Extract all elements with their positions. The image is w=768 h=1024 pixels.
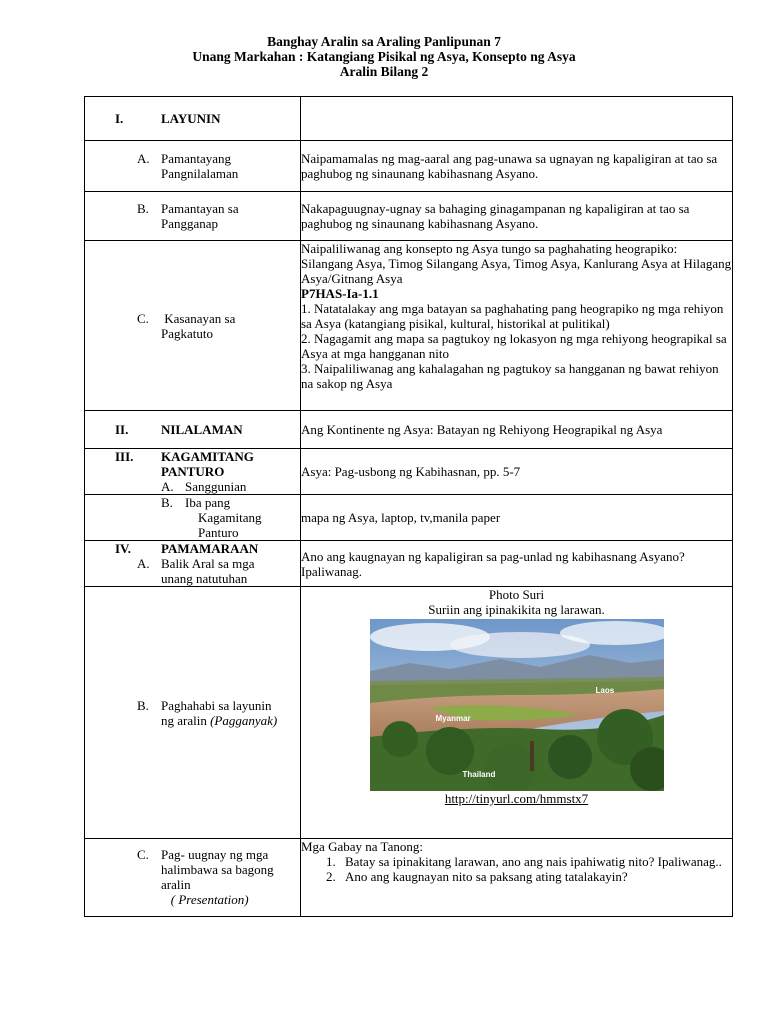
row-kagamitang-panturo — [85, 449, 733, 495]
row-label-emphasis: ( Presentation) — [170, 892, 249, 907]
header-quarter: Unang Markahan : Katangiang Pisikal ng Asya, Konsepto ng Asya — [192, 49, 576, 64]
row-content: Nakapaguugnay-ugnay sa bahaging ginagampanan ng kapaligiran at tao sa paghubog ng sinaunang kabihasnang Asyano. — [301, 192, 733, 241]
row-content: Asya: Pag-usbong ng Kabihasnan, pp. 5-7 — [301, 449, 733, 495]
row-pamamaraan — [85, 541, 733, 587]
section-numeral: IV. — [115, 541, 132, 556]
row-label: unang natutuhan — [161, 571, 248, 586]
header-lesson-number: Aralin Bilang 2 — [339, 64, 429, 79]
item-letter: B. — [137, 697, 149, 713]
guide-title: Mga Gabay na Tanong: — [301, 839, 423, 854]
section-numeral: III. — [115, 449, 134, 464]
row-label: Pangnilalaman — [161, 166, 239, 181]
row-label: Sanggunian — [185, 479, 247, 494]
row-label: Paghahabi sa layunin — [161, 697, 272, 713]
row-pag-uugnay — [85, 839, 733, 917]
competency-code: P7HAS-Ia-1.1 — [301, 286, 379, 301]
photo-label-myanmar: Myanmar — [435, 714, 471, 723]
row-content: mapa ng Asya, laptop, tv,manila paper — [301, 495, 733, 541]
photo-label-laos: Laos — [595, 686, 615, 695]
photo-title: Photo Suri — [488, 587, 545, 602]
row-label: Panturo — [198, 525, 239, 540]
competency-item: 3. Naipaliliwanag ang kahalagahan ng pagtukoy sa hangganan ng bawat rehiyon na sakop ng Asya — [301, 361, 719, 391]
row-kasanayan-sa-pagkatuto — [85, 241, 733, 411]
document-header — [0, 34, 768, 79]
guide-question: 1. Batay sa ipinakitang larawan, ano ang nais ipahiwatig nito? Ipaliwanag.. — [339, 854, 732, 869]
item-letter: B. — [137, 201, 149, 216]
row-label: aralin — [161, 877, 191, 892]
row-label: ng aralin — [161, 712, 207, 728]
row-pamantayang-pangnilalaman — [85, 141, 733, 192]
row-label: Kasanayan sa — [164, 310, 236, 326]
row-content: Ano ang kaugnayan ng kapaligiran sa pag-unlad ng kabihasnang Asyano? Ipaliwanag. — [301, 541, 733, 587]
competency-item: 1. Natatalakay ang mga batayan sa paghahating pang heograpiko ng mga rehiyon sa Asya (katangiang pisikal, kultural, historikal at pulitikal) — [301, 301, 724, 331]
row-pamantayan-sa-pangganap — [85, 192, 733, 241]
row-label: Pag- uugnay ng mga — [161, 847, 269, 862]
section-numeral: II. — [115, 422, 129, 437]
row-label: Pagkatuto — [161, 325, 213, 341]
item-letter: A. — [161, 479, 174, 494]
photo-source-link[interactable]: http://tinyurl.com/hmmstx7 — [444, 791, 589, 806]
photo-label-thailand: Thailand — [462, 770, 496, 779]
competency-item: 2. Nagagamit ang mapa sa pagtukoy ng lokasyon ng mga rehiyong heograpikal sa Asya at mga hangganan nito — [301, 331, 727, 361]
row-paghahabi-sa-layunin — [85, 587, 733, 839]
row-content: Ang Kontinente ng Asya: Batayan ng Rehiyong Heograpikal ng Asya — [301, 411, 733, 449]
competency-intro: Naipaliliwanag ang konsepto ng Asya tungo sa paghahating heograpiko: Silangang Asya, Timog Silangang Asya, Timog Asya, Kanlurang Asya at Hilagang Asya/Gitnang Asya — [301, 241, 732, 286]
row-label: halimbawa sa bagong — [161, 862, 274, 877]
section-numeral: I. — [115, 111, 124, 126]
row-label-emphasis: (Pagganyak) — [210, 712, 278, 728]
item-letter: C. — [137, 847, 149, 862]
row-label: Pamantayan sa — [161, 201, 239, 216]
row-layunin — [85, 97, 733, 141]
section-title: PANTURO — [161, 464, 225, 479]
row-label: Kagamitang — [198, 510, 262, 525]
section-title: NILALAMAN — [161, 422, 243, 437]
section-title: LAYUNIN — [161, 111, 221, 126]
guide-questions — [301, 854, 732, 884]
row-content: Naipamamalas ng mag-aaral ang pag-unawa sa ugnayan ng kapaligiran at tao sa paghubog ng sinaunang kabihasnang Asyano. — [301, 141, 733, 192]
row-label: Balik Aral sa mga — [161, 556, 255, 571]
item-letter: B. — [161, 495, 173, 510]
item-letter: A. — [137, 556, 150, 571]
lesson-plan-table — [84, 96, 733, 917]
row-label: Pangganap — [161, 216, 219, 231]
photo-instruction: Suriin ang ipinakikita ng larawan. — [428, 602, 605, 617]
section-title: KAGAMITANG — [161, 449, 254, 464]
section-title: PAMAMARAAN — [161, 541, 259, 556]
guide-question: 2. Ano ang kaugnayan nito sa paksang ating tatalakayin? — [339, 869, 732, 884]
item-letter: C. — [137, 310, 149, 326]
row-iba-pang-kagamitan — [85, 495, 733, 541]
item-letter: A. — [137, 151, 150, 166]
row-nilalaman — [85, 411, 733, 449]
header-title: Banghay Aralin sa Araling Panlipunan 7 — [267, 34, 501, 49]
row-label: Pamantayang — [161, 151, 232, 166]
row-label: Iba pang — [185, 495, 231, 510]
river-landscape-photo — [370, 619, 664, 791]
